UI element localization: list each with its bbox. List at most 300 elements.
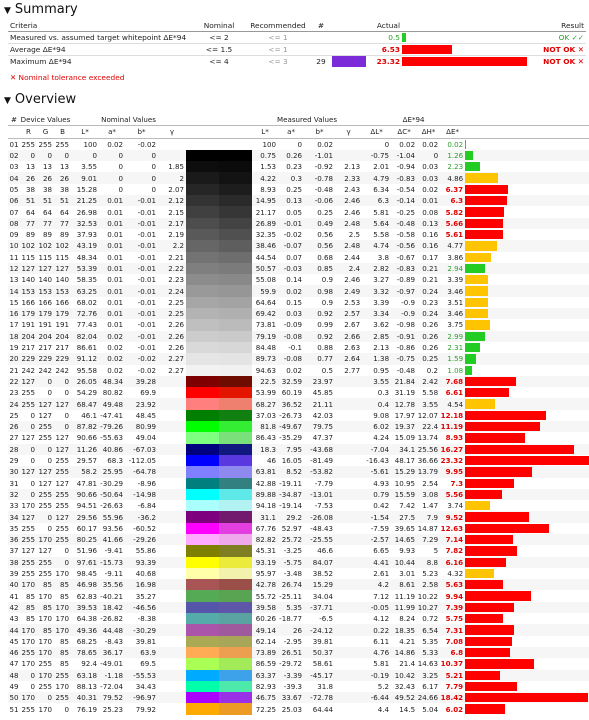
device-b: 38 [59,184,70,194]
row-num: 23 [9,388,19,398]
measured-b: 0.99 [317,320,334,330]
delta-e-bar [465,387,589,398]
nominal-a: 44.48 [99,624,125,635]
delta-e: 7.31 [440,624,465,635]
delta-l: 5.64 [362,218,391,229]
nominal-a: 35.56 [99,579,125,590]
nominal-a: 0.01 [99,240,125,251]
table-row [8,161,589,172]
delta-e-bar [465,545,589,556]
nominal-b: 55.86 [135,546,157,556]
nominal-l: 86.61 [76,343,98,353]
device-r: 170 [21,501,35,511]
measured-b: -7.79 [314,478,334,488]
row-num: 40 [9,580,19,590]
nominal-swatch [186,500,219,511]
delta-l: 4.79 [362,172,391,183]
delta-e-bar [465,331,589,342]
nominal-swatch [186,692,219,703]
nominal-b: -0.01 [137,320,157,330]
nominal-swatch [186,331,219,342]
delta-e: 7.14 [440,534,465,545]
delta-h: 0.16 [422,230,439,240]
measured-b: -53.82 [304,466,335,477]
delta-e-bar [465,410,589,421]
row-num: 24 [9,399,19,409]
row-num: 38 [9,557,19,567]
delta-h: 5.58 [422,388,439,398]
nominal-gamma [158,534,186,545]
nominal-l: 26.05 [71,376,99,387]
nominal-a: -26.63 [100,501,124,511]
measured-a: -3.25 [283,546,303,556]
nominal-swatch [186,206,219,217]
nominal-swatch [186,534,219,545]
nominal-gamma: 2.26 [168,343,185,353]
nominal-swatch [186,511,219,522]
measured-gamma [335,500,362,511]
nominal-value: <= 1.5 [205,45,233,54]
device-g: 255 [38,557,52,567]
measured-gamma [335,432,362,443]
delta-l: 1.38 [362,353,391,364]
row-num: 19 [9,343,19,353]
actual-value: 6.53 [381,45,400,54]
measured-a: -0.09 [283,320,303,330]
nominal-l: 9.01 [71,172,99,183]
measured-gamma: 2.63 [344,343,361,353]
delta-c: 4.21 [399,636,416,646]
delta-l: 9.08 [373,410,390,420]
nominal-swatch [186,478,219,489]
nominal-l: 37.93 [76,230,98,240]
delta-e-bar [465,161,589,172]
measured-b: -45.17 [304,670,335,681]
measured-l: 84.48 [255,343,277,353]
nominal-l: 3.55 [81,162,98,172]
table-row [8,229,589,240]
device-b: 85 [54,579,71,590]
summary-heading[interactable]: ▼ Summary [4,2,78,17]
nominal-l: 43.19 [71,240,99,251]
measured-gamma [335,658,362,669]
nominal-gamma [158,647,186,658]
device-g: 0 [47,456,52,466]
delta-c: 39.65 [394,523,416,533]
recommended-value: <= 3 [268,57,288,66]
nominal-swatch [186,172,219,183]
table-row [8,365,589,376]
measured-gamma: 2.44 [344,252,361,262]
delta-l: 3.34 [362,308,391,319]
summary-table [8,20,586,67]
device-b: 170 [55,625,70,635]
measured-a: -0.1 [288,343,303,353]
nominal-gamma [158,376,186,387]
measured-swatch [219,376,252,387]
delta-e-bar [465,297,589,308]
result-value: NOT OK ✕ [543,57,584,66]
row-num: 07 [9,207,19,217]
device-g: 255 [38,501,52,511]
delta-c: 14.5 [399,704,416,714]
delta-c: 8.61 [391,579,417,590]
nominal-a: 0.01 [99,263,125,274]
result-value: NOT OK ✕ [543,45,584,54]
nominal-l: 39.53 [71,602,99,613]
nominal-b: 39.28 [125,376,158,387]
delta-e: 7.82 [445,546,464,556]
row-num: 35 [9,523,19,533]
nominal-a: 0.01 [99,218,125,229]
device-r: 170 [21,625,35,635]
row-num: 08 [9,218,19,228]
delta-e: 6.37 [445,184,464,194]
device-b: 255 [55,489,70,499]
device-g: 127 [38,264,52,273]
delta-h: 10.27 [417,602,439,612]
nominal-l: 76.19 [76,704,98,714]
delta-l: 6.3 [362,195,391,206]
measured-a: -0.08 [278,331,304,342]
device-r: 102 [21,241,35,251]
nominal-swatch [186,545,219,556]
nominal-a: 49.48 [99,398,125,409]
delta-c: 48.17 [394,456,416,466]
measured-l: 100 [262,139,277,149]
device-r: 255 [21,535,35,545]
device-b: 229 [55,354,70,364]
device-b: 26 [54,172,71,183]
delta-e: 4.54 [440,398,465,409]
table-row [8,681,589,692]
measured-gamma: 2.5 [348,230,361,240]
delta-e: 5.75 [445,614,464,624]
measured-a: 5.35 [278,602,304,613]
nominal-swatch [186,568,219,579]
nominal-a: 0.01 [107,275,124,285]
device-r: 127 [21,467,35,477]
measured-swatch [219,410,252,421]
device-r: 64 [25,207,35,217]
nominal-swatch [186,218,219,229]
device-b: 255 [55,535,70,545]
delta-e: 5.56 [440,489,465,500]
measured-b: 0.68 [317,252,334,262]
delta-h: 7.29 [417,534,440,545]
device-g: 217 [38,343,52,353]
nominal-swatch [186,365,219,376]
device-b: 255 [55,139,70,149]
delta-e: 3.51 [447,297,464,307]
measured-b: 42.03 [312,410,334,420]
delta-h: 13.74 [417,433,439,443]
device-g: 0 [37,511,54,522]
nominal-l: 87.82 [71,421,99,432]
delta-e-bar [465,184,589,195]
measured-swatch [219,263,252,274]
delta-l: -16.43 [366,456,390,466]
nominal-gamma [158,466,186,477]
measured-b: -6.5 [319,614,334,624]
measured-l: 73.81 [255,320,277,330]
row-num: 14 [9,286,19,296]
measured-a: 36.52 [278,398,304,409]
nominal-b: -0.01 [137,252,157,262]
device-r: 255 [21,648,35,658]
measured-gamma [335,138,362,150]
measured-swatch [219,319,252,330]
nominal-a: 36.17 [99,647,125,658]
device-g: 127 [38,399,52,409]
delta-e: 6.8 [440,647,465,658]
delta-c: -0.97 [391,285,417,296]
device-r: 38 [25,184,35,194]
table-row [8,263,589,274]
delta-c: -0.56 [391,240,417,251]
nominal-l: 82.04 [71,331,99,342]
measured-l: 55.08 [255,275,277,285]
delta-l: 0.79 [362,489,391,500]
measured-l: 60.26 [255,614,277,624]
delta-c: -0.9 [391,308,417,319]
delta-c: -0.48 [391,218,417,229]
nominal-b: -55.53 [125,670,158,681]
device-g: 179 [38,309,52,319]
delta-c: -0.54 [396,184,416,194]
table-row [8,478,589,489]
measured-l: 49.14 [252,624,278,635]
measured-l: 18.3 [252,444,278,455]
row-num: 37 [9,546,19,556]
nominal-gamma [158,432,186,443]
device-b: 127 [55,399,70,409]
measured-b: 0.49 [304,218,335,229]
nominal-gamma: 2.27 [158,353,186,364]
nominal-swatch [186,636,219,647]
measured-swatch [219,455,252,466]
nominal-gamma: 2.25 [158,308,186,319]
measured-swatch [219,365,252,376]
nominal-swatch [186,444,219,455]
nominal-l: 51.96 [76,546,98,556]
measured-b: 0.92 [304,308,335,319]
device-b: 255 [55,670,70,680]
nominal-swatch [186,240,219,251]
device-r: 166 [21,297,35,307]
delta-e: 1.08 [447,365,464,375]
delta-l: 3.39 [373,297,390,307]
nominal-gamma [158,455,186,466]
measured-gamma: 2.43 [344,184,361,194]
measured-b: -24.12 [304,624,335,635]
measured-b: 45.85 [312,388,334,398]
table-row [8,410,589,421]
delta-e: 23.32 [440,456,464,466]
measured-a: 16.05 [281,456,303,466]
delta-c: -0.14 [391,195,417,206]
col-measured-l: L* [261,127,269,137]
delta-e-bar [465,523,589,534]
nominal-swatch [186,319,219,330]
delta-c: -0.58 [396,230,416,240]
delta-e-bar [465,703,589,714]
table-row [8,184,589,195]
delta-h: 3.55 [417,398,440,409]
measured-b: -1.01 [304,150,335,161]
delta-e: 3.46 [440,308,465,319]
measured-gamma [335,387,362,398]
delta-h: 5.33 [417,647,440,658]
device-b: 127 [55,512,70,522]
measured-l: 1.53 [260,162,277,172]
device-b: 0 [54,376,71,387]
delta-l: 4.12 [373,614,390,624]
delta-e: 16.27 [440,444,464,454]
measured-l: 38.46 [252,240,278,251]
delta-h: 0.01 [417,195,440,206]
nominal-a: 0.02 [99,353,125,364]
device-b: 191 [55,320,70,330]
measured-gamma: 2.13 [344,162,361,172]
delta-c: -0.48 [396,365,416,375]
nominal-a: 68.3 [107,456,124,466]
device-r: 85 [25,614,35,624]
delta-e-bar [465,319,589,330]
device-r: 170 [21,636,35,646]
measured-b: 21.11 [304,398,335,409]
delta-e-bar [465,478,589,489]
nominal-gamma [158,545,186,556]
measured-l: 86.59 [255,659,277,669]
nominal-gamma [158,602,186,613]
device-r: 127 [21,264,35,273]
measured-l: 63.37 [252,670,278,681]
delta-e: 3.74 [447,501,464,511]
delta-e: 7.79 [445,681,464,691]
measured-gamma: 2.46 [344,207,361,217]
device-b: 204 [55,331,70,341]
delta-l: 2.85 [362,331,391,342]
row-num: 34 [9,512,19,522]
delta-h: 0.24 [417,308,440,319]
device-g: 242 [38,365,52,375]
nominal-l: 62.83 [76,591,98,601]
device-g: 127 [38,410,52,420]
nominal-l: 49.36 [71,624,99,635]
delta-c: 32.43 [394,681,416,691]
measured-l: 37.03 [255,410,277,420]
device-b: 102 [55,241,70,251]
delta-c: 18.35 [391,624,417,635]
measured-gamma [335,647,362,658]
nominal-b: 0 [125,150,158,161]
device-r: 0 [30,478,35,488]
table-row [8,274,589,285]
delta-e-bar [465,489,589,500]
row-num: 36 [9,535,19,545]
measured-swatch [219,500,252,511]
device-g: 170 [38,670,52,680]
criteria-label: Measured vs. assumed target whitepoint ΔE*94 [10,33,187,42]
device-g: 0 [37,376,54,387]
recommended-value: <= 1 [268,45,288,54]
nominal-gamma [158,478,186,489]
delta-c: 15.59 [391,489,417,500]
device-r: 0 [30,410,35,420]
nominal-a: -47.41 [100,410,124,420]
nominal-gamma [158,489,186,500]
device-g: 89 [42,230,52,240]
nominal-l: 0 [71,150,99,161]
delta-h: 3.25 [417,670,440,681]
delta-e: 6.02 [445,704,464,714]
nominal-l: 72.76 [71,308,99,319]
col-g: G [42,127,49,137]
device-b: 170 [55,614,70,624]
delta-h: 6.17 [422,681,439,691]
device-g: 255 [38,659,52,669]
delta-l: 0.3 [377,388,390,398]
nominal-a: -30.29 [100,478,124,488]
measured-l: 44.54 [255,252,277,262]
nominal-a: -49.01 [100,659,124,669]
device-g: 166 [38,297,52,307]
measured-b: -7.53 [314,501,334,511]
measured-l: 63.81 [252,466,278,477]
delta-e-bar [465,206,589,217]
device-r: 0 [20,670,37,681]
row-num: 27 [9,433,19,443]
delta-e-bar [465,466,589,477]
measured-swatch [219,229,252,240]
col-b: B [60,127,65,137]
nominal-l: 46.1 [81,410,98,420]
nominal-b: -0.01 [137,207,157,217]
delta-c: 15.09 [394,433,416,443]
delta-l: -5.61 [362,466,391,477]
delta-c: 14.65 [391,534,417,545]
delta-e: 10.37 [440,659,464,669]
overview-heading[interactable]: ▼ Overview [4,92,77,107]
delta-l: -0.75 [362,150,391,161]
measured-a: 33.67 [278,692,304,703]
table-row [8,523,589,534]
table-row [8,489,589,500]
nominal-gamma [158,703,186,714]
nominal-gamma: 2.26 [168,320,185,330]
device-r: 13 [25,162,35,172]
overview-table [8,114,589,715]
device-r: 255 [21,388,35,398]
nominal-b: 40.68 [135,569,157,579]
nominal-b: 0 [151,162,157,172]
measured-swatch [219,602,252,613]
measured-gamma [335,545,362,556]
device-b: 115 [55,252,70,262]
measured-swatch [219,647,252,658]
col-nominal: Nominal [203,21,235,30]
measured-b: -0.78 [304,172,335,183]
measured-b: 15.29 [304,579,335,590]
measured-l: 72.25 [255,704,277,714]
nominal-a: 0.02 [107,365,124,375]
nominal-l: 53.39 [71,263,99,274]
nominal-l: 68.47 [71,398,99,409]
delta-e-bar [465,342,589,353]
nominal-b: -0.01 [125,285,158,296]
nominal-l: 63.18 [71,670,99,681]
